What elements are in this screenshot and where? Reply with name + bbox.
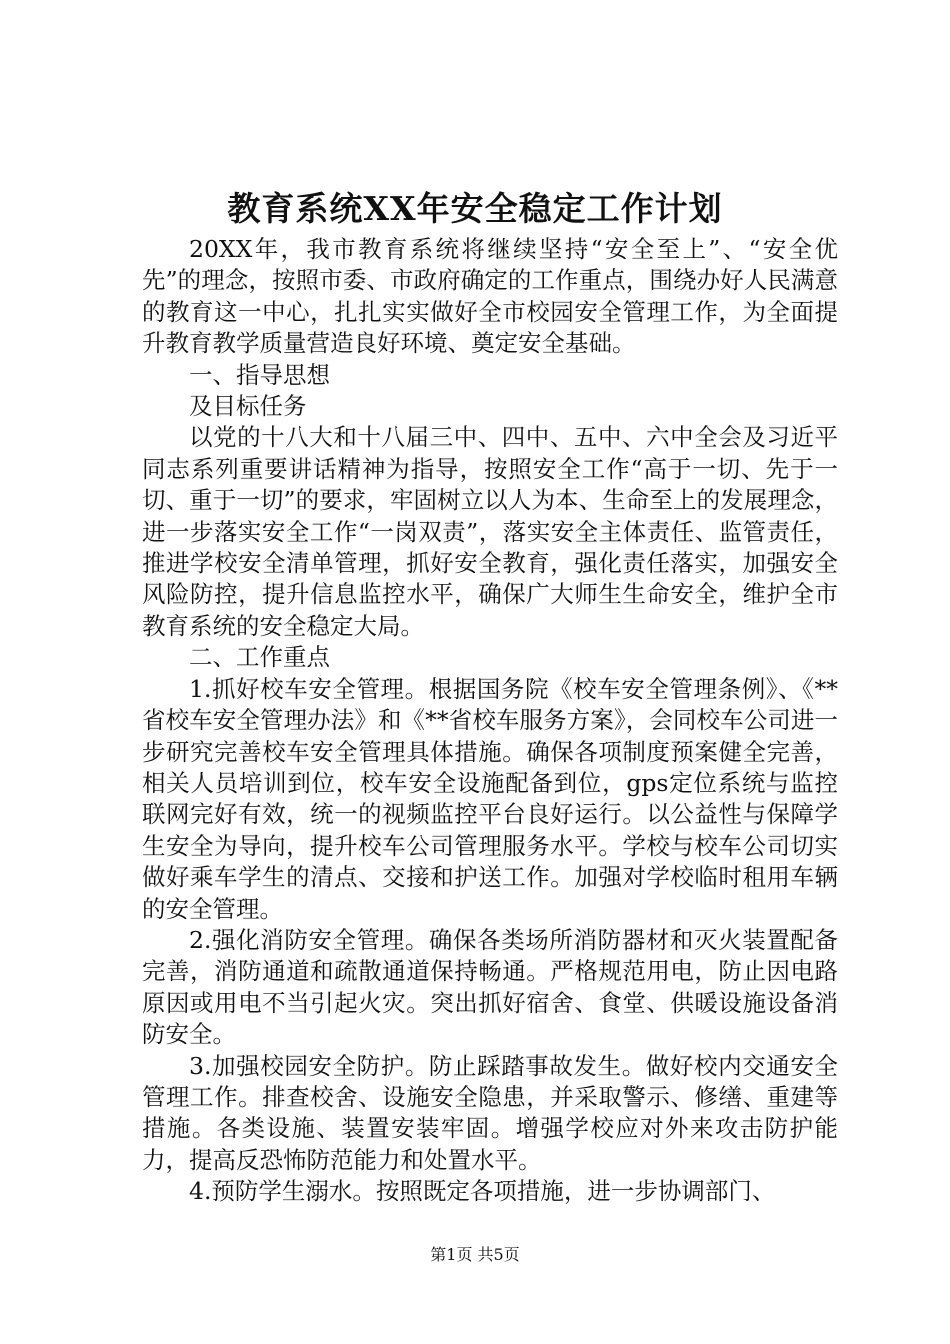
section-heading-key-work: 二、工作重点 bbox=[189, 643, 330, 672]
item-drowning-prevention: 4.预防学生溺水。按照既定各项措施，进一步协调部门、 bbox=[189, 1177, 776, 1206]
item-fire-safety: 2.强化消防安全管理。确保各类场所消防器材和灭火装置配备完善，消防通道和疏散通道保持畅通。严格规范用电，防止因电路原因或用电不当引起火灾。突出抓好宿舍、食堂、供暖设施设备消防安全。 bbox=[142, 925, 838, 1049]
section-heading-goals: 及目标任务 bbox=[189, 392, 307, 421]
item-campus-protection: 3.加强校园安全防护。防止踩踏事故发生。做好校内交通安全管理工作。排查校舍、设施安全隐患，并采取警示、修缮、重建等措施。各类设施、装置安装牢固。增强学校应对外来攻击防护能力，提高反恐怖防范能力和处置水平。 bbox=[142, 1051, 838, 1174]
item-school-bus-safety: 1.抓好校车安全管理。根据国务院《校车安全管理条例》、《**省校车安全管理办法》和《**省校车服务方案》，会同校车公司进一步研究完善校车安全管理具体措施。确保各项制度预案健全完善，相关人员培训到位，校车安全设施配备到位，gps定位系统与监控联网完好有效，统一的视频监控平台良好运行。以公益性与保障学生安全为导向，提升校车公司管理服务水平。学校与校车公司切实做好乘车学生的清点、交接和护送工作。加强对学校临时租用车辆的安全管理。 bbox=[142, 674, 838, 923]
intro-paragraph: 20XX年，我市教育系统将继续坚持“安全至上”、“安全优先”的理念，按照市委、市政府确定的工作重点，围绕办好人民满意的教育这一中心，扎扎实实做好全市校园安全管理工作，为全面提升教育教学质量营造良好环境、奠定安全基础。 bbox=[142, 235, 838, 358]
guiding-paragraph: 以党的十八大和十八届三中、四中、五中、六中全会及习近平同志系列重要讲话精神为指导，按照安全工作“高于一切、先于一切、重于一切”的要求，牢固树立以人为本、生命至上的发展理念，进一步落实安全工作“一岗双责”，落实安全主体责任、监管责任，推进学校安全清单管理，抓好安全教育，强化责任落实，加强安全风险防控，提升信息监控水平，确保广大师生生命安全，维护全市教育系统的安全稳定大局。 bbox=[142, 423, 838, 640]
page-footer: 第1页 共5页 bbox=[430, 1245, 520, 1264]
document-title: 教育系统XX年安全稳定工作计划 bbox=[227, 189, 723, 228]
document-body bbox=[142, 234, 838, 1208]
section-heading-guiding-thought: 一、指导思想 bbox=[189, 360, 330, 389]
